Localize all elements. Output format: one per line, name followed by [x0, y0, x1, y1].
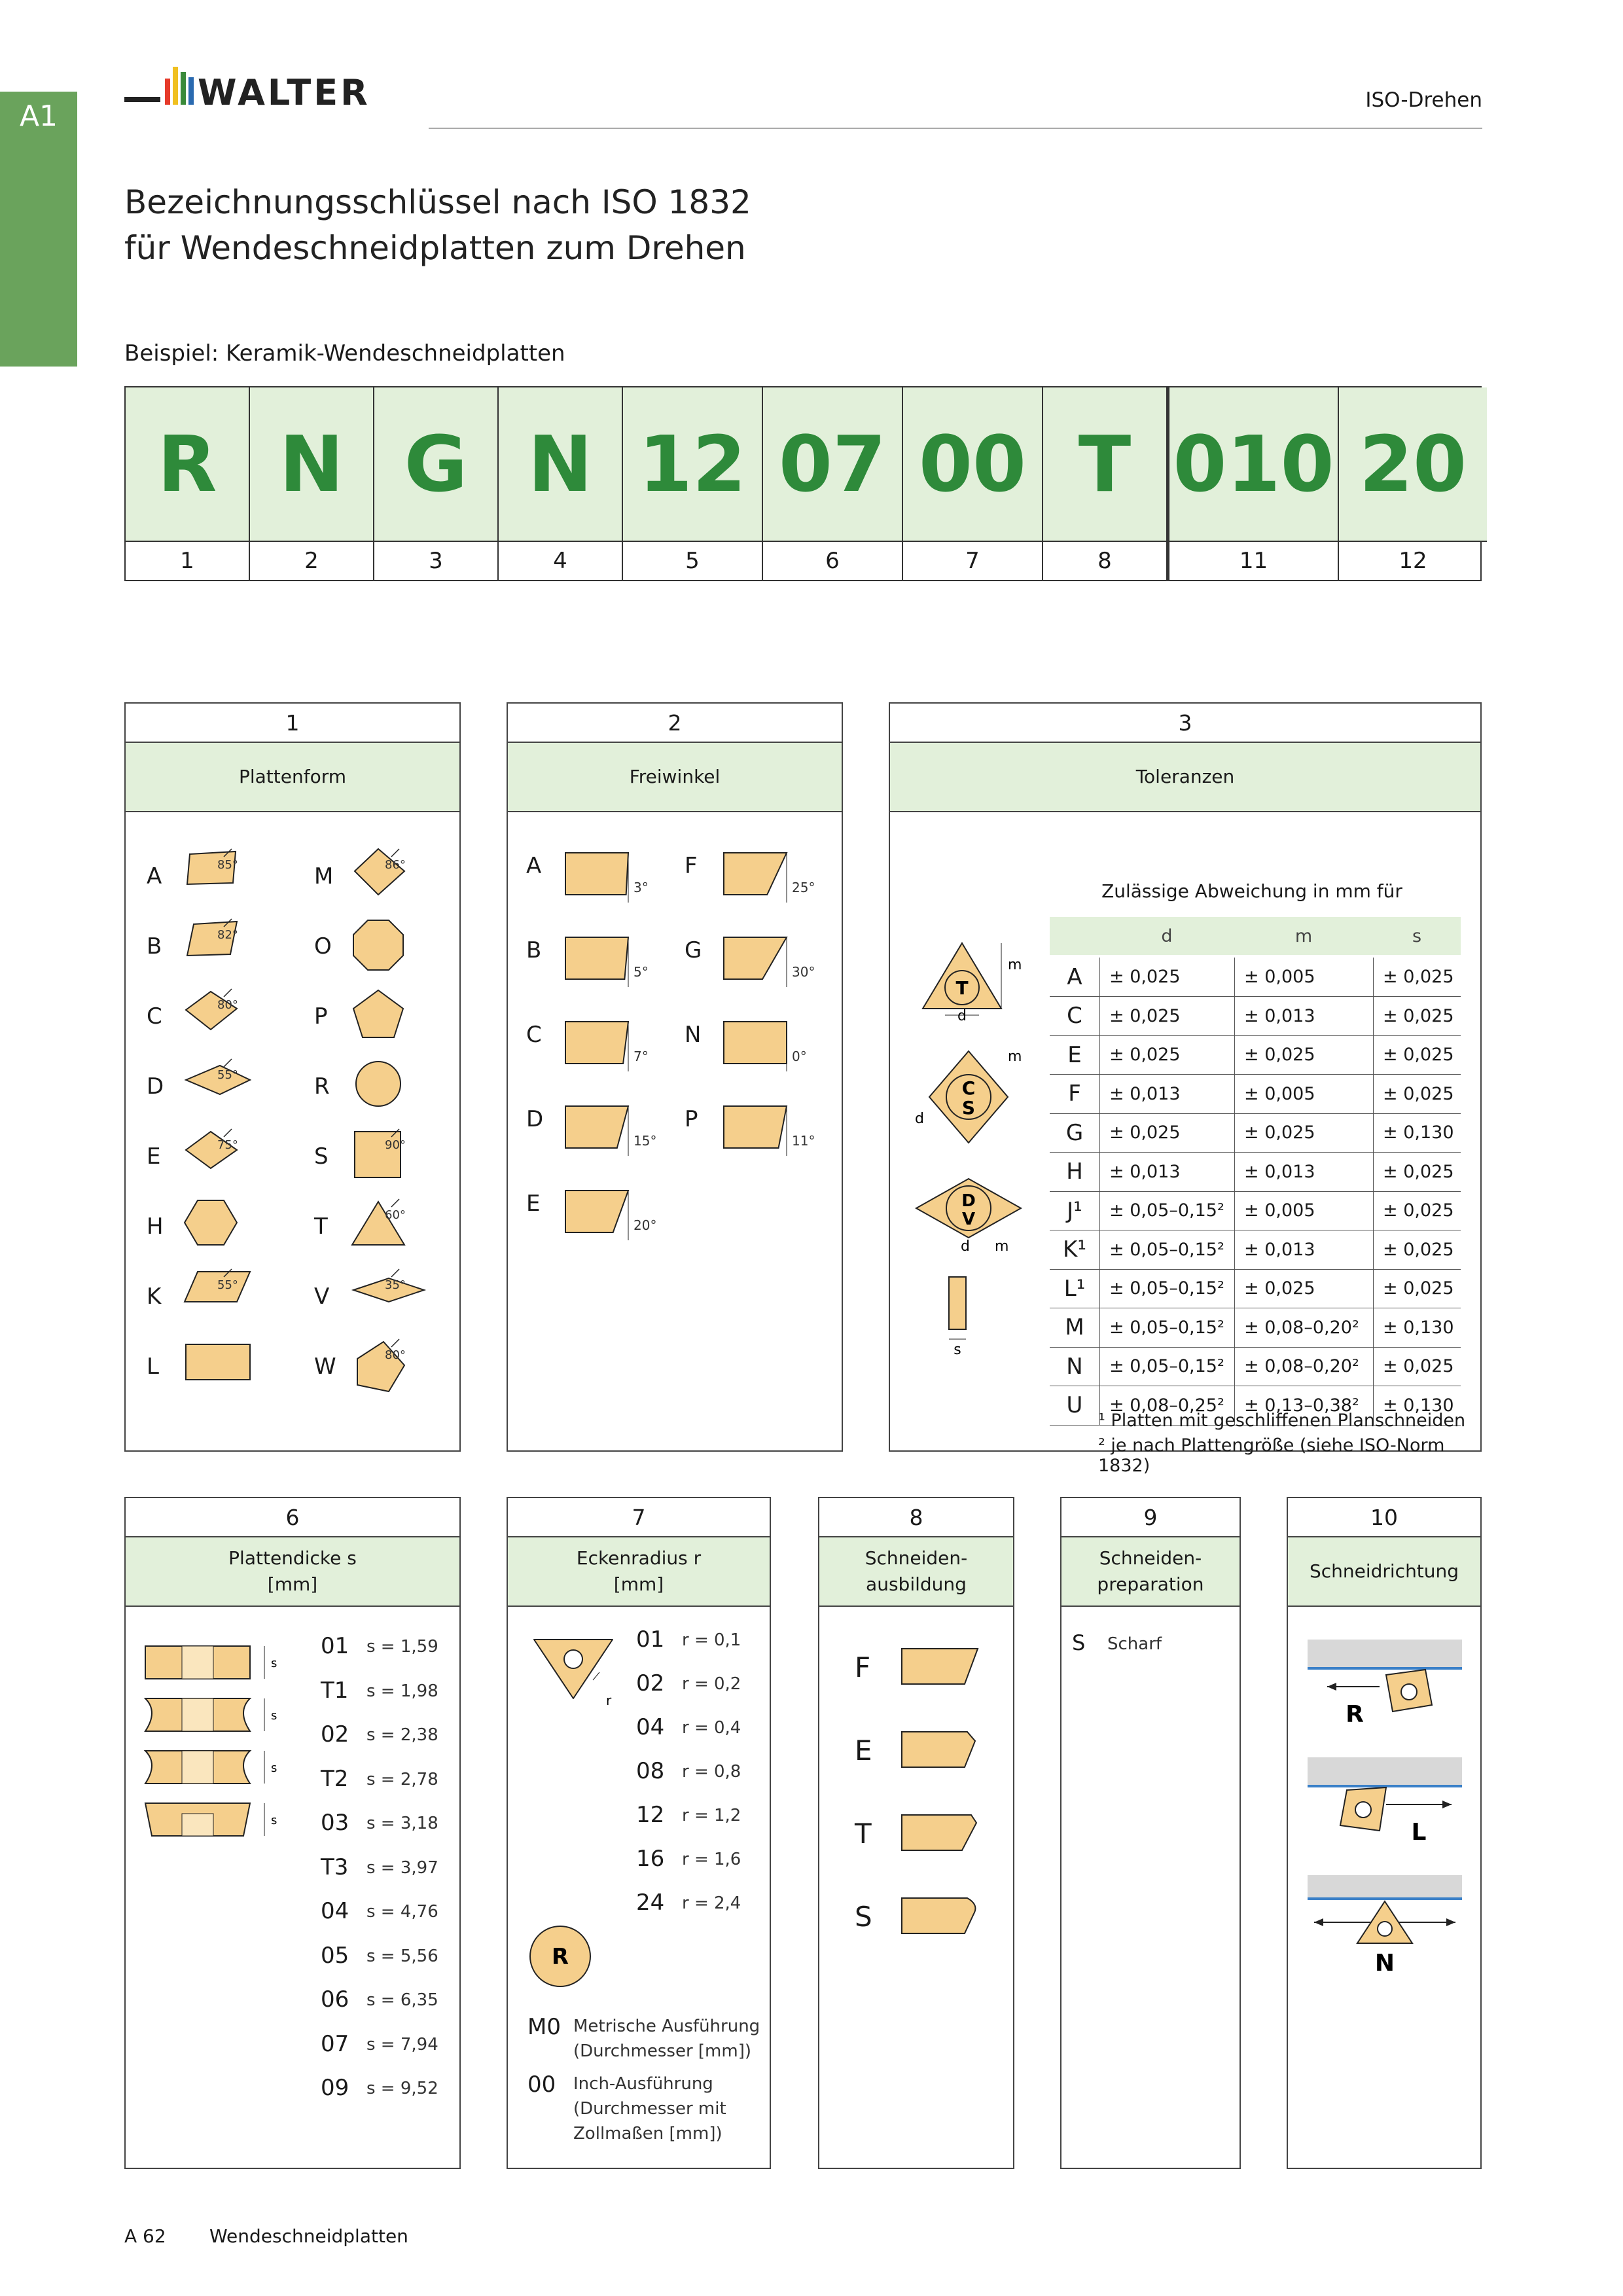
shape-code: P [314, 1003, 328, 1030]
panel-title: Plattenform [126, 743, 459, 812]
inch-text-1: Inch-Ausführung [573, 2074, 713, 2094]
panel-number: 6 [126, 1498, 459, 1537]
tolerance-row [1050, 1269, 1461, 1308]
tolerance-cell: ± 0,025 [1234, 1269, 1373, 1308]
tolerance-row [1050, 1113, 1461, 1153]
shape-k-icon [185, 1269, 270, 1328]
page-title-line1: Bezeichnungsschlüssel nach ISO 1832 [124, 183, 751, 221]
panel-number: 8 [819, 1498, 1013, 1537]
fig-label-s-shape: S [961, 1097, 976, 1119]
inch-text-2: (Durchmesser mit [573, 2099, 726, 2119]
clearance-angle: 30° [792, 964, 815, 980]
m0-text-2: (Durchmesser [mm]) [573, 2041, 751, 2061]
code-position: 7 [965, 548, 980, 574]
tolerance-cell: J¹ [1067, 1197, 1082, 1224]
tolerance-cell: ± 0,05–0,15² [1099, 1308, 1234, 1347]
edge-code: E [855, 1734, 872, 1767]
tolerance-cell: ± 0,025 [1373, 1191, 1461, 1230]
tolerance-cell: A [1067, 963, 1082, 990]
svg-text:s: s [271, 1709, 277, 1723]
tolerance-cell: ± 0,025 [1373, 1035, 1461, 1074]
edge-f-icon [899, 1646, 991, 1692]
tolerance-cell: ± 0,025 [1234, 1035, 1373, 1074]
tolerance-row [1050, 1075, 1461, 1114]
clearance-angle: 5° [633, 964, 649, 980]
tolerance-row [1050, 1308, 1461, 1348]
shape-d-icon [185, 1059, 270, 1118]
panel-title: Schneidrichtung [1288, 1537, 1480, 1607]
code-value: T [1043, 387, 1166, 542]
tolerance-cell: ± 0,013 [1099, 1075, 1234, 1113]
clearance-angle: 7° [633, 1049, 649, 1064]
thickness-value: s = 2,78 [366, 1769, 438, 1789]
tolerance-cell: ± 0,130 [1373, 1386, 1461, 1425]
fig-label-m3: m [995, 1238, 1009, 1255]
tolerance-cell: ± 0,025 [1099, 1113, 1234, 1152]
tolerance-row [1050, 958, 1461, 997]
tolerance-row [1050, 1153, 1461, 1192]
thickness-value: s = 5,56 [366, 1946, 438, 1966]
svg-text:WALTER: WALTER [198, 72, 370, 113]
tolerance-figure-square [903, 1045, 1021, 1149]
direction-label-r: R [1346, 1701, 1364, 1728]
tolerance-note-1: ¹ Platten mit geschliffenen Planschneiden [1098, 1410, 1466, 1431]
shape-code: W [314, 1354, 336, 1380]
edge-s-icon [899, 1895, 991, 1941]
panel-title: Freiwinkel [508, 743, 842, 812]
inch-text-3: Zollmaßen [mm]) [573, 2124, 722, 2144]
tolerance-header-row [1050, 917, 1461, 955]
panel-title: Schneiden- preparation [1061, 1537, 1240, 1607]
code-value: 010 [1169, 387, 1338, 542]
radius-value: r = 0,2 [682, 1674, 741, 1694]
thickness-code: 05 [321, 1942, 349, 1969]
shape-angle: 82° [217, 928, 238, 942]
header-section: ISO-Drehen [1365, 88, 1482, 112]
clearance-angle: 15° [633, 1133, 657, 1149]
tolerance-cell: ± 0,08–0,25² [1099, 1386, 1234, 1425]
tolerance-cell: C [1067, 1003, 1082, 1029]
prep-text: Scharf [1107, 1634, 1162, 1654]
clearance-code: E [526, 1191, 541, 1217]
shape-b-icon [185, 919, 270, 978]
code-position: 11 [1239, 548, 1268, 574]
tolerance-cell: ± 0,025 [1099, 958, 1234, 996]
svg-text:s: s [271, 1657, 277, 1670]
direction-figure-n [1308, 1875, 1465, 1977]
clearance-n-icon [721, 1019, 852, 1085]
shape-code: H [147, 1213, 164, 1240]
clearance-angle: 25° [792, 880, 815, 895]
tolerance-cell: ± 0,013 [1099, 1153, 1234, 1191]
thickness-value: s = 3,18 [366, 1814, 438, 1833]
shape-c-icon [185, 989, 270, 1048]
panel-number: 3 [890, 704, 1480, 743]
code-value: R [126, 387, 249, 542]
tolerance-cell: ± 0,025 [1234, 1113, 1373, 1152]
shape-e-icon [185, 1129, 270, 1188]
side-tab-label: A1 [19, 99, 58, 133]
code-value: 00 [903, 387, 1042, 542]
thickness-figures [145, 1640, 276, 1862]
tolerance-cell: ± 0,05–0,15² [1099, 1191, 1234, 1230]
panel-plattendicke [124, 1497, 461, 2169]
clearance-code: D [526, 1106, 544, 1132]
thickness-code: 02 [321, 1721, 349, 1748]
tolerance-cell: ± 0,08–0,20² [1234, 1347, 1373, 1386]
shape-code: T [314, 1213, 328, 1240]
edge-code: S [855, 1901, 872, 1933]
panel-title: Plattendicke s [mm] [126, 1537, 459, 1607]
svg-text:s: s [271, 1761, 277, 1775]
svg-text:r: r [606, 1693, 612, 1708]
thickness-value: s = 7,94 [366, 2034, 438, 2054]
thickness-code: 01 [321, 1633, 349, 1659]
thickness-value: s = 6,35 [366, 1990, 438, 2010]
tolerance-cell: ± 0,013 [1234, 1230, 1373, 1269]
fig-label-d2: d [915, 1111, 924, 1127]
shape-code: R [314, 1073, 330, 1100]
panel-number: 1 [126, 704, 459, 743]
tolerance-cell: ± 0,013 [1234, 1153, 1373, 1191]
thickness-value: s = 4,76 [366, 1902, 438, 1922]
clearance-b-icon [563, 935, 694, 1000]
page-title-line2: für Wendeschneidplatten zum Drehen [124, 229, 746, 267]
thickness-code: 06 [321, 1986, 349, 2013]
m0-code: M0 [527, 2014, 561, 2040]
thickness-value: s = 1,98 [366, 1681, 438, 1701]
tolerance-cell: ± 0,13–0,38² [1234, 1386, 1373, 1425]
tolerance-cell: ± 0,05–0,15² [1099, 1347, 1234, 1386]
code-cell [374, 387, 499, 580]
tolerance-cell: ± 0,130 [1373, 1113, 1461, 1152]
clearance-e-icon [563, 1188, 694, 1253]
shape-angle: 35° [385, 1278, 406, 1292]
thickness-code: 07 [321, 2030, 349, 2057]
tolerance-cell: U [1066, 1392, 1083, 1418]
code-table [124, 386, 1482, 581]
tolerance-cell: F [1068, 1081, 1081, 1107]
fig-label-c: C [961, 1077, 976, 1099]
shape-w-icon [352, 1339, 437, 1398]
tolerance-cell: H [1066, 1158, 1083, 1185]
footer-page: A 62 [124, 2225, 166, 2247]
fig-label-d: d [957, 1008, 967, 1024]
code-cell [1339, 387, 1487, 580]
tolerance-cell: L¹ [1063, 1275, 1086, 1302]
side-tab [0, 92, 77, 367]
shape-angle: 80° [217, 998, 238, 1012]
fig-label-d3: d [961, 1238, 970, 1255]
shape-code: A [147, 863, 162, 889]
code-value: N [499, 387, 622, 542]
tolerance-cell: ± 0,005 [1234, 958, 1373, 996]
thickness-code: 04 [321, 1898, 349, 1924]
tolerance-subtitle: Zulässige Abweichung in mm für [1101, 880, 1402, 902]
code-cell [1043, 387, 1168, 580]
code-cell [763, 387, 903, 580]
shape-code: V [314, 1283, 330, 1310]
tolerance-cell: ± 0,005 [1234, 1075, 1373, 1113]
fig-label-t: T [955, 977, 969, 999]
tolerance-cell: M [1065, 1314, 1084, 1340]
code-position: 6 [825, 548, 840, 574]
corner-radius-figure [527, 1626, 626, 1712]
code-value: N [250, 387, 373, 542]
code-position: 5 [685, 548, 700, 574]
tolerance-cell: ± 0,025 [1373, 1269, 1461, 1308]
code-cell [250, 387, 374, 580]
code-value: 07 [763, 387, 902, 542]
inch-code: 00 [527, 2072, 556, 2098]
panel-schneidenpreparation [1060, 1497, 1241, 2169]
example-label: Beispiel: Keramik-Wendeschneidplatten [124, 340, 565, 367]
svg-text:s: s [271, 1814, 277, 1827]
walter-logo [124, 59, 406, 131]
tolerance-row [1050, 997, 1461, 1036]
code-value: 20 [1339, 387, 1487, 542]
fig-label-dv-d: D [961, 1191, 976, 1211]
shape-angle: 55° [217, 1278, 238, 1292]
shape-angle: 85° [217, 858, 238, 872]
tolerance-note-2: ² je nach Plattengröße (siehe ISO-Norm 1832) [1098, 1435, 1445, 1476]
fig-label-dv-v: V [961, 1210, 976, 1229]
panel-number: 7 [508, 1498, 770, 1537]
tolerance-row [1050, 1230, 1461, 1270]
shape-code: L [147, 1354, 159, 1380]
svg-text:R: R [551, 1944, 569, 1970]
panel-number: 2 [508, 704, 842, 743]
tolerance-col-header: m [1294, 926, 1313, 946]
radius-value: r = 0,1 [682, 1630, 741, 1650]
thickness-code: T1 [321, 1677, 349, 1704]
code-position: 2 [304, 548, 319, 574]
code-cell [499, 387, 623, 580]
panel-schneidrichtung [1287, 1497, 1482, 2169]
fig-label-s: s [954, 1342, 961, 1358]
footer-text: Wendeschneidplatten [209, 2225, 408, 2247]
shape-p-icon [352, 989, 437, 1048]
panel-title: Toleranzen [890, 743, 1480, 812]
tolerance-row [1050, 1347, 1461, 1386]
tolerance-cell: ± 0,025 [1373, 1153, 1461, 1191]
shape-h-icon [185, 1199, 270, 1258]
shape-code: C [147, 1003, 162, 1030]
panel-freiwinkel [507, 702, 843, 1452]
clearance-g-icon [721, 935, 852, 1000]
radius-code: 02 [636, 1670, 665, 1696]
clearance-c-icon [563, 1019, 694, 1085]
shape-v-icon [352, 1269, 437, 1328]
radius-code: 01 [636, 1626, 665, 1653]
tolerance-cell: ± 0,08–0,20² [1234, 1308, 1373, 1347]
radius-value: r = 0,8 [682, 1762, 741, 1782]
thickness-code: 09 [321, 2075, 349, 2101]
code-position: 12 [1399, 548, 1427, 574]
tolerance-row [1050, 1035, 1461, 1075]
clearance-a-icon [563, 850, 694, 916]
shape-angle: 86° [385, 858, 406, 872]
shape-m-icon [352, 849, 437, 908]
code-value: 12 [623, 387, 762, 542]
tolerance-col-header: s [1412, 926, 1422, 946]
thickness-value: s = 1,59 [366, 1637, 438, 1657]
clearance-code: F [685, 853, 698, 879]
tolerance-cell: ± 0,025 [1099, 1035, 1234, 1074]
shape-code: K [147, 1283, 162, 1310]
prep-code: S [1072, 1630, 1086, 1655]
clearance-angle: 0° [792, 1049, 807, 1064]
thickness-value: s = 9,52 [366, 2079, 438, 2098]
shape-code: D [147, 1073, 164, 1100]
panel-title: Eckenradius r [mm] [508, 1537, 770, 1607]
shape-angle: 90° [385, 1138, 406, 1152]
panel-toleranzen [889, 702, 1482, 1476]
tolerance-figure-thickness [942, 1277, 982, 1358]
thickness-value: s = 2,38 [366, 1725, 438, 1745]
tolerance-cell: ± 0,05–0,15² [1099, 1230, 1234, 1269]
tolerance-cell: E [1067, 1041, 1082, 1068]
tolerance-cell: ± 0,005 [1234, 1191, 1373, 1230]
code-cell [1168, 387, 1339, 580]
shape-code: E [147, 1143, 161, 1170]
clearance-f-icon [721, 850, 852, 916]
clearance-d-icon [563, 1103, 694, 1169]
tolerance-cell: ± 0,05–0,15² [1099, 1269, 1234, 1308]
clearance-code: A [526, 853, 542, 879]
edge-t-icon [899, 1812, 991, 1858]
tolerance-cell: N [1066, 1353, 1083, 1380]
shape-code: B [147, 933, 162, 960]
panel-title: Schneiden- ausbildung [819, 1537, 1013, 1607]
direction-label-n: N [1374, 1950, 1395, 1977]
tolerance-row [1050, 1191, 1461, 1230]
clearance-p-icon [721, 1103, 852, 1169]
shape-angle: 55° [217, 1068, 238, 1082]
thickness-code: T3 [321, 1854, 349, 1880]
clearance-code: N [685, 1022, 702, 1048]
tolerance-cell: ± 0,013 [1234, 997, 1373, 1035]
code-position: 4 [553, 548, 567, 574]
code-cell [126, 387, 250, 580]
fig-label-m2: m [1008, 1049, 1022, 1065]
tolerance-figure-triangle [910, 937, 1022, 1024]
shape-code: S [314, 1143, 329, 1170]
tolerance-cell: ± 0,025 [1373, 1230, 1461, 1269]
shape-s-icon [352, 1129, 437, 1188]
shape-angle: 60° [385, 1208, 406, 1222]
thickness-code: 03 [321, 1810, 349, 1836]
shape-code: O [314, 933, 332, 960]
tolerance-cell: G [1065, 1119, 1084, 1146]
code-cell [623, 387, 763, 580]
thickness-code: T2 [321, 1765, 349, 1792]
header-rule [429, 128, 1482, 129]
radius-value: r = 1,2 [682, 1806, 741, 1825]
thickness-value: s = 3,97 [366, 1857, 438, 1878]
panel-number: 9 [1061, 1498, 1240, 1537]
tolerance-col-header: d [1161, 926, 1173, 946]
shape-r-icon [352, 1059, 437, 1118]
fig-label-m: m [1008, 957, 1022, 973]
panel-eckenradius [507, 1497, 771, 2169]
shape-t-icon [352, 1199, 437, 1258]
radius-value: r = 1,6 [682, 1850, 741, 1869]
edge-code: F [855, 1651, 871, 1683]
tolerance-cell: ± 0,025 [1373, 1075, 1461, 1113]
edge-code: T [855, 1818, 872, 1850]
code-value: G [374, 387, 497, 542]
code-position: 8 [1097, 548, 1112, 574]
direction-figure-l [1308, 1757, 1465, 1846]
direction-label-l: L [1411, 1819, 1427, 1846]
code-position: 1 [180, 548, 194, 574]
shape-code: M [314, 863, 334, 889]
shape-angle: 75° [217, 1138, 238, 1152]
tolerance-cell: ± 0,025 [1099, 997, 1234, 1035]
shape-a-icon [185, 849, 270, 908]
shape-angle: 80° [385, 1348, 406, 1362]
code-cell [903, 387, 1043, 580]
clearance-angle: 20° [633, 1217, 657, 1233]
tolerance-cell: ± 0,130 [1373, 1308, 1461, 1347]
clearance-code: C [526, 1022, 542, 1048]
tolerance-cell: ± 0,025 [1373, 958, 1461, 996]
shape-o-icon [352, 919, 437, 978]
radius-code: 08 [636, 1758, 665, 1784]
direction-figure-r [1308, 1640, 1465, 1728]
panel-number: 10 [1288, 1498, 1480, 1537]
tolerance-cell: K¹ [1063, 1236, 1086, 1263]
m0-text-1: Metrische Ausführung [573, 2017, 760, 2036]
tolerance-cell: ± 0,025 [1373, 997, 1461, 1035]
radius-code: 04 [636, 1714, 665, 1740]
panel-schneidenausbildung [818, 1497, 1014, 2169]
tolerance-cell: ± 0,025 [1373, 1347, 1461, 1386]
clearance-code: P [685, 1106, 698, 1132]
clearance-code: G [685, 937, 702, 963]
radius-code: 16 [636, 1846, 665, 1872]
clearance-angle: 11° [792, 1133, 815, 1149]
clearance-angle: 3° [633, 880, 649, 895]
radius-value: r = 2,4 [682, 1893, 741, 1913]
edge-e-icon [899, 1729, 991, 1775]
radius-code: 24 [636, 1890, 665, 1916]
panel-plattenform [124, 702, 461, 1452]
clearance-code: B [526, 937, 542, 963]
tolerance-figure-rhombus [903, 1172, 1034, 1255]
round-insert-symbol [527, 1924, 593, 1989]
radius-value: r = 0,4 [682, 1718, 741, 1738]
radius-code: 12 [636, 1802, 665, 1828]
code-position: 3 [429, 548, 443, 574]
shape-l-icon [185, 1339, 270, 1398]
